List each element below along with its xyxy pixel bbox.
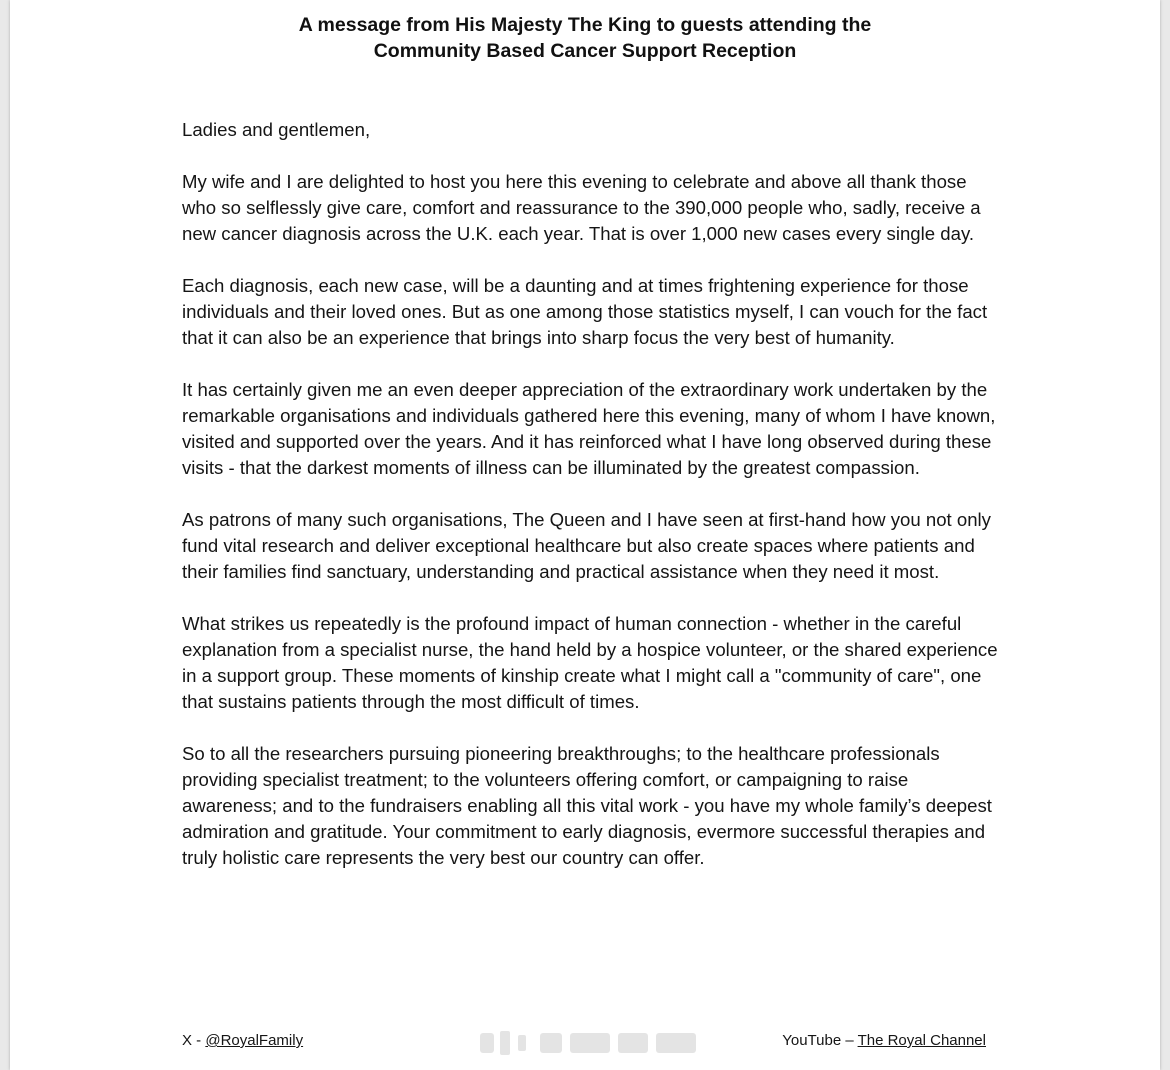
- paragraph-5: What strikes us repeatedly is the profound impact of human connection - whether in the careful explanation from a specialist nurse, the hand held by a hospice volunteer, or the shared experience in a support group. These moments of kinship create what I might call a "community of care", one that sustains patients through the most difficult of times.: [182, 613, 998, 712]
- paragraph-3: It has certainly given me an even deeper appreciation of the extraordinary work undertaken by the remarkable organisations and individuals gathered here this evening, many of whom I have known, visited and supported over the years. And it has reinforced what I have long observed during these visits - that the darkest moments of illness can be illuminated by the greatest compassion.: [182, 379, 996, 478]
- paragraph-4: As patrons of many such organisations, The Queen and I have seen at first-hand how you not only fund vital research and deliver exceptional healthcare but also create spaces where patients and their families find sanctuary, understanding and practical assistance when they need it most.: [182, 509, 991, 582]
- paragraph-1: My wife and I are delighted to host you here this evening to celebrate and above all thank those who so selflessly give care, comfort and reassurance to the 390,000 people who, sadly, receive a new cancer diagnosis across the U.K. each year. That is over 1,000 new cases every single day.: [182, 171, 981, 244]
- message-body: [182, 117, 1002, 897]
- salutation: Ladies and gentlemen,: [182, 119, 371, 140]
- watermark-logo: [470, 1027, 710, 1059]
- document-page: [10, 0, 1160, 1070]
- footer-youtube-prefix: YouTube –: [782, 1032, 858, 1049]
- footer-x-credit: [182, 1031, 303, 1051]
- title-line-1: A message from His Majesty The King to guests attending the: [298, 14, 872, 36]
- paragraph-6: So to all the researchers pursuing pioneering breakthroughs; to the healthcare professionals providing specialist treatment; to the volunteers offering comfort, or campaigning to raise awareness; and to the fundraisers enabling all this vital work - you have my whole family’s deepest admiration and gratitude. Your commitment to early diagnosis, evermore successful therapies and truly holistic care represents the very best our country can offer.: [182, 743, 992, 868]
- title-line-2: Community Based Cancer Support Reception: [373, 40, 797, 62]
- footer-youtube-credit: [782, 1031, 986, 1051]
- royal-family-x-link[interactable]: @RoyalFamily: [205, 1032, 304, 1049]
- paragraph-2: Each diagnosis, each new case, will be a daunting and at times frightening experience for those individuals and their loved ones. But as one among those statistics myself, I can vouch for the fact that it can also be an experience that brings into sharp focus the very best of humanity.: [182, 275, 988, 348]
- royal-channel-youtube-link[interactable]: The Royal Channel: [857, 1032, 986, 1049]
- document-title: [10, 12, 1160, 64]
- footer-x-prefix: X -: [182, 1032, 206, 1049]
